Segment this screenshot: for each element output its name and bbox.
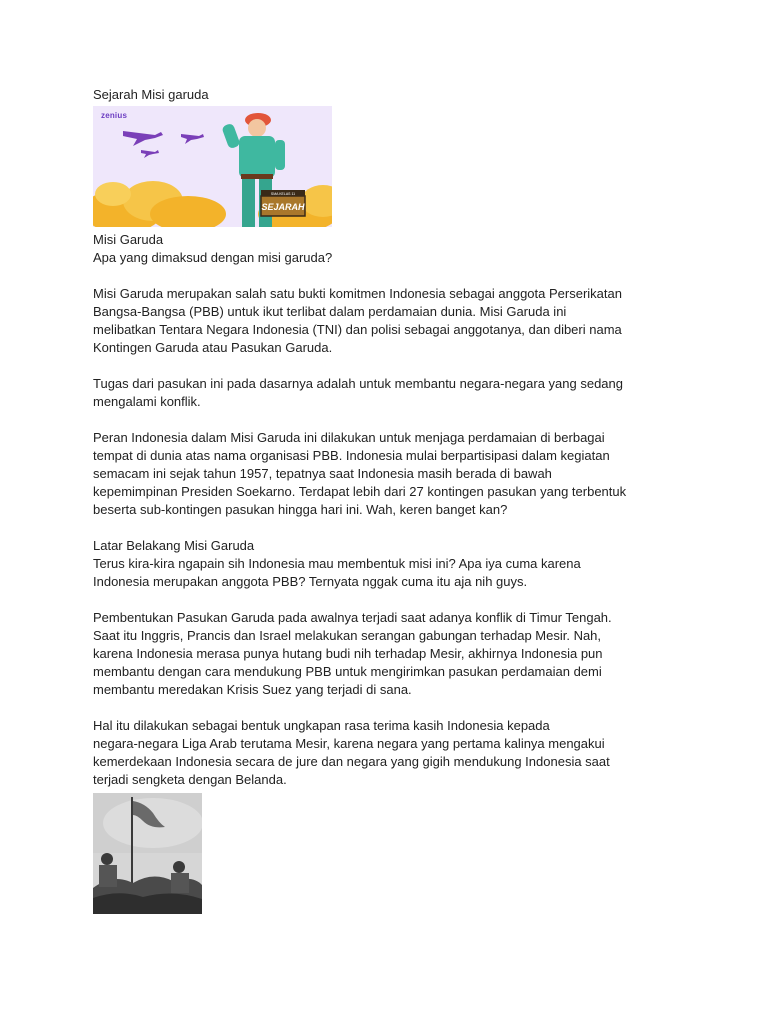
paragraph-line: melibatkan Tentara Negara Indonesia (TNI) dan polisi sebagai anggotanya, dan diberi nama <box>93 322 622 337</box>
hero-illustration <box>93 106 332 227</box>
section-heading-misi-garuda: Misi Garuda <box>93 232 164 247</box>
zenius-logo: zenius <box>101 111 128 120</box>
historical-photo <box>93 793 202 914</box>
paragraph-6 <box>93 717 693 789</box>
paragraph-line: Hal itu dilakukan sebagai bentuk ungkapan rasa terima kasih Indonesia kepada <box>93 718 550 733</box>
paragraph-line: kepemimpinan Presiden Soekarno. Terdapat lebih dari 27 kontingen pasukan yang terbentuk <box>93 484 627 499</box>
paragraph-line: Peran Indonesia dalam Misi Garuda ini dilakukan untuk menjaga perdamaian di berbagai <box>93 430 605 445</box>
paragraph-3 <box>93 429 693 519</box>
paragraph-line: membantu dengan cara mendukung PBB untuk mengirimkan pasukan perdamaian demi <box>93 664 602 679</box>
paragraph-line: Terus kira-kira ngapain sih Indonesia mau membentuk misi ini? Apa iya cuma karena <box>93 556 581 571</box>
paragraph-line: Tugas dari pasukan ini pada dasarnya adalah untuk membantu negara-negara yang sedang <box>93 376 623 391</box>
paragraph-line: terjadi sengketa dengan Belanda. <box>93 772 287 787</box>
section-heading-latar-belakang: Latar Belakang Misi Garuda <box>93 538 255 553</box>
paragraph-line: Indonesia merupakan anggota PBB? Ternyata nggak cuma itu aja nih guys. <box>93 574 528 589</box>
paragraph-line: tempat di dunia atas nama organisasi PBB. Indonesia mulai berpartisipasi dalam kegiatan <box>93 448 610 463</box>
paragraph-line: karena Indonesia merasa punya hutang budi nih terhadap Mesir, akhirnya Indonesia pun <box>93 646 603 661</box>
paragraph-line: membantu meredakan Krisis Suez yang terjadi di sana. <box>93 682 412 697</box>
document-title: Sejarah Misi garuda <box>93 87 209 102</box>
historical-photo-illustration <box>93 793 202 914</box>
hero-image <box>93 106 332 227</box>
svg-text:SEJARAH: SEJARAH <box>261 202 305 212</box>
paragraph-line: kemerdekaan Indonesia secara de jure dan negara yang gigih mendukung Indonesia saat <box>93 754 610 769</box>
sejarah-badge <box>261 190 305 216</box>
paragraph-2 <box>93 375 693 411</box>
paragraph-line: Saat itu Inggris, Prancis dan Israel melakukan serangan gabungan terhadap Mesir. Nah, <box>93 628 602 643</box>
paragraph-line: negara-negara Liga Arab terutama Mesir, karena negara yang pertama kalinya mengakui <box>93 736 605 751</box>
paragraph-line: beserta sub-kontingen pasukan hingga hari ini. Wah, keren banget kan? <box>93 502 508 517</box>
paragraph-line: Kontingen Garuda atau Pasukan Garuda. <box>93 340 333 355</box>
paragraph-1 <box>93 285 693 357</box>
paragraph-5 <box>93 609 693 699</box>
paragraph-line: Pembentukan Pasukan Garuda pada awalnya terjadi saat adanya konflik di Timur Tengah. <box>93 610 612 625</box>
paragraph-line: mengalami konflik. <box>93 394 201 409</box>
svg-text:SMA KELAS 11: SMA KELAS 11 <box>270 192 296 196</box>
paragraph-4 <box>93 555 693 591</box>
paragraph-line: Misi Garuda merupakan salah satu bukti komitmen Indonesia sebagai anggota Perserikatan <box>93 286 622 301</box>
paragraph-line: semacam ini sejak tahun 1957, tepatnya saat Indonesia masih berada di bawah <box>93 466 552 481</box>
document-page <box>93 86 693 914</box>
paragraph-line: Bangsa-Bangsa (PBB) untuk ikut terlibat dalam perdamaian dunia. Misi Garuda ini <box>93 304 567 319</box>
question-text: Apa yang dimaksud dengan misi garuda? <box>93 250 333 265</box>
